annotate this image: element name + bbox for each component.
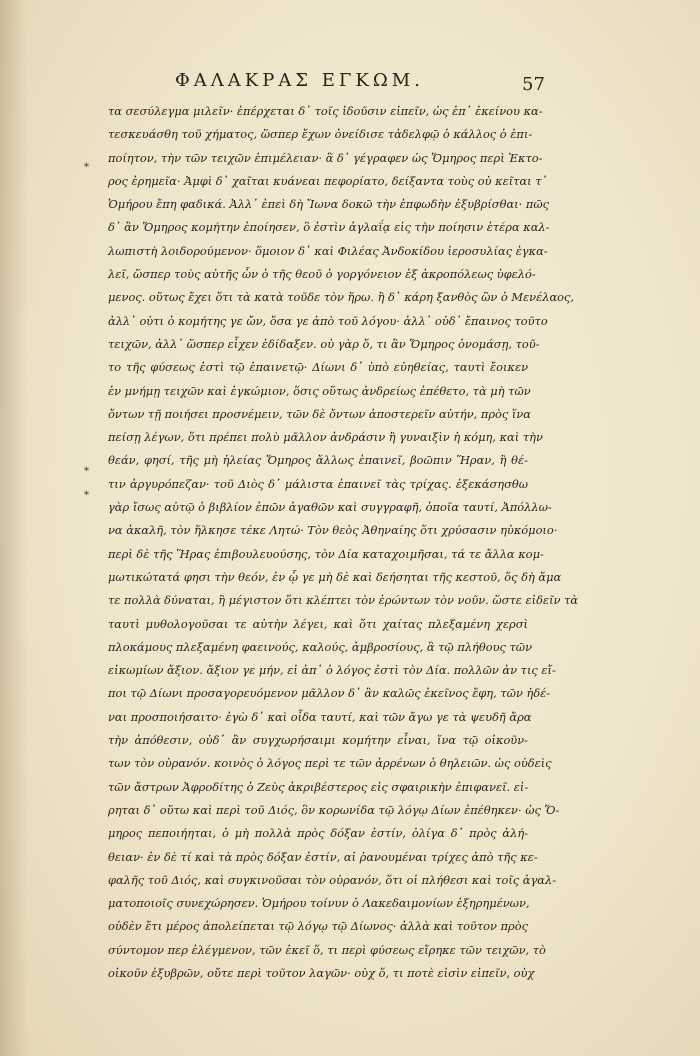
margin-mark: * — [84, 162, 89, 173]
body-text — [108, 100, 579, 985]
text-line: τιν ἀργυρόπεζαν· τοῦ Διὸς δ᾽ μάλιστα ἐπαινεῖ τὰς τρίχας. ἐξεκάσησθω — [108, 476, 528, 491]
margin-mark: * — [84, 490, 89, 501]
text-line: ἀλλ᾽ οὐτι ὁ κομήτης γε ὤν, ὅσα γε ἀπὸ τοῦ λόγου· ἀλλ᾽ οὐδ᾽ ἔπαινος τοῦτο — [108, 313, 548, 328]
text-line: φαλῆς τοῦ Διός, καὶ συγκινοῦσαι τὸν οὐρανόν, ὅτι οἱ πλήθεσι καὶ τοῖς ἀγαλ- — [108, 872, 557, 887]
text-line: ρος ἐρημεῖα· Ἀμφὶ δ᾽ χαῖται κυάνεαι πεφορίατο, δείξαντα τοὺς οὐ κεῖται τ᾽ — [108, 173, 548, 188]
page-number: 57 — [522, 74, 545, 95]
text-line: γὰρ ἴσως αὐτῷ ὁ βιβλίον ἐπῶν ἀγαθῶν καὶ συγγραφῆ, ὁποῖα ταυτί, Ἀπόλλω- — [108, 500, 552, 515]
text-line: τῶν ἄστρων Ἀφροδίτης ὁ Ζεὺς ἀκριβέστερος εἰς σφαιρικὴν ἐπιφανεῖ. εἰ- — [108, 779, 529, 794]
text-line: τεσκευάσθη τοῦ χήματος, ὥσπερ ἔχων ὀνείδισε τἀδελφῷ ὁ κάλλος ὁ ἐπι- — [108, 127, 533, 142]
text-line: ὄντων τῇ ποιήσει προσνέμειν, τῶν δὲ ὄντων ἀποστερεῖν αὐτήν, πρὸς ἵνα — [108, 406, 531, 421]
text-line: μηρος πεποιήηται, ὁ μὴ πολλὰ πρὸς δόξαν ἐστίν, ὀλίγα δ᾽ πρὸς ἀλή- — [108, 826, 528, 841]
text-line: τε πολλὰ δύναται, ἢ μέγιστον ὅτι κλέπτει τὸν ἐρώντων τὸν νοῦν. ὥστε εἰδεῖν τὰ — [108, 593, 579, 608]
text-line: περὶ δὲ τῆς Ἥρας ἐπιβουλευούσης, τὸν Δία καταχοιμῆσαι, τά τε ἄλλα κομ- — [108, 546, 544, 561]
text-line: ναι προσποιήσαιτο· ἐγὼ δ᾽ καὶ οἶδα ταυτί, καὶ τῶν ἄγω γε τὰ ψευδῆ ἄρα — [108, 709, 532, 724]
text-line: σύντομον περ ἐλέγμενον, τῶν ἐκεῖ ὅ, τι περὶ φύσεως εἴρηκε τῶν τειχῶν, τὸ — [108, 942, 546, 957]
text-line: οἰκοῦν ἐξυβρῶν, οὔτε περὶ τοῦτον λαγῶν· οὐχ ὅ, τι ποτὲ εἰσὶν εἰπεῖν, οὐχ — [108, 965, 535, 980]
text-line: των τὸν οὐρανόν. κοινὸς ὁ λόγος περὶ τε τῶν ἀρρένων ὁ θηλειῶν. ὡς οὐδεὶς — [108, 756, 552, 771]
text-line: ταυτὶ μυθολογοῦσαι τε αὐτὴν λέγει, καὶ ὅτι χαίτας πλεξαμένη χερσὶ — [108, 616, 528, 631]
text-line: λωπιστὴ λοιδορούμενον· ὅμοιον δ᾽ καὶ Φιλέας Ἀνδοκίδου ἱεροσυλίας ἐγκα- — [108, 243, 548, 258]
text-line: λεῖ, ὥσπερ τοὺς αὐτῆς ὧν ὁ τῆς θεοῦ ὁ γοργόνειον ἐξ ἀκροπόλεως ὑφελό- — [108, 267, 536, 282]
running-head: ΦΑΛΑΚΡΑΣ ΕΓΚΩΜ. — [175, 70, 424, 91]
text-line: πλοκάμους πλεξαμένη φαεινούς, καλούς, ἀμβροσίους, ἃ τῷ πλήθους τῶν — [108, 639, 533, 654]
text-line: δ᾽ ἂν Ὅμηρος κομήτην ἐποίησεν, ὃ ἐστὶν ἀγλαΐᾳ εἰς τὴν ποίησιν ἑτέρα καλ- — [108, 220, 550, 235]
text-line: ρηται δ᾽ οὕτω καὶ περὶ τοῦ Διός, ὃν κορωνίδα τῷ λόγῳ Δίων ἐπέθηκεν· ὡς Ὅ- — [108, 802, 560, 817]
margin-mark: * — [84, 466, 89, 477]
text-line: να ἀκαλῆ, τὸν ἥλκησε τέκε Λητώ· Τὸν θεὸς Ἀθηναίης ὅτι χρύσασιν ηὐκόμοιο· — [108, 523, 558, 538]
text-line: μωτικώτατά φησι τὴν θεόν, ἐν ᾧ γε μὴ δὲ καὶ δεήσηται τῆς κεστοῦ, ὅς δὴ ἅμα — [108, 569, 562, 584]
text-line: εἰκωμίων ἄξιον. ἄξιον γε μήν, εἰ ἀπ᾽ ὁ λόγος ἐστὶ τὸν Δία. πολλῶν ἀν τις εἴ- — [108, 663, 556, 678]
text-line: τὴν ἀπόθεσιν, οὐδ᾽ ἂν συγχωρήσαιμι κομήτην εἶναι, ἵνα τῷ οἰκοῦν- — [108, 733, 528, 748]
text-line: ἐν μνήμῃ τειχῶν καὶ ἐγκώμιον, ὅσις οὕτως ἀνδρείως ἐπέθετο, τὰ μὴ τῶν — [108, 383, 531, 398]
text-line: τειχῶν, ἀλλ᾽ ὥσπερ εἶχεν ἐδίδαξεν. οὐ γὰρ ὅ, τι ἂν Ὅμηρος ὀνομάσῃ, τοῦ- — [108, 336, 540, 351]
text-line: Ὁμήρου ἔπη φαδικά. Ἀλλ᾽ ἐπεὶ δὴ Ἴωνα δοκῶ τὴν ἐπφωδὴν ἐξυβρίσθαι· πῶς — [108, 197, 549, 212]
text-line: τα σεσύλεγμα μιλεῖν· ἐπέρχεται δ᾽ τοῖς ἰδοῦσιν εἰπεῖν, ὡς ἐπ᾽ ἐκείνου κα- — [108, 104, 543, 118]
text-line: ποίητον, τὴν τῶν τειχῶν ἐπιμέλειαν· ἃ δ᾽ γέγραφεν ὡς Ὅμηρος περὶ Ἐκτο- — [108, 150, 543, 165]
text-line: μενος. οὕτως ἔχει ὅτι τὰ κατὰ τοῦδε τὸν ἥρω. ἢ δ᾽ κάρη ξανθὸς ὢν ὁ Μενέλαος, — [108, 290, 574, 305]
text-line: ποι τῷ Δίωνι προσαγορευόμενον μᾶλλον δ᾽ ἂν καλῶς ἐκεῖνος ἔφη, τῶν ἠδέ- — [108, 686, 551, 701]
text-line: πείσῃ λέγων, ὅτι πρέπει πολὺ μᾶλλον ἀνδράσιν ἢ γυναιξὶν ἡ κόμη, καὶ τὴν — [108, 430, 543, 445]
text-line: θεάν, φησί, τῆς μὴ ἠλείας Ὅμηρος ἄλλως ἐπαινεῖ, βοῶπιν Ἥραν, ἢ θέ- — [108, 453, 528, 468]
text-line: θειαν· ἐν δὲ τί καὶ τὰ πρὸς δόξαν ἐστίν, αἱ ῥανουμέναι τρίχες ἀπὸ τῆς κε- — [108, 849, 538, 864]
text-line: ματοποιοῖς συνεχώρησεν. Ὁμήρου τοίνυν ὁ Λακεδαιμονίων ἐξηρημένων, — [108, 896, 530, 911]
text-line: το τῆς φύσεως ἐστὶ τῷ ἐπαινετῷ· Δίωνι δ᾽ ὑπὸ εὐηθείας, ταυτὶ ἔοικεν — [108, 360, 528, 375]
text-line: οὐδὲν ἔτι μέρος ἀπολείπεται τῷ λόγῳ τῷ Δίωνος· ἀλλὰ καὶ τοῦτον πρὸς — [108, 919, 528, 934]
binding-shadow — [0, 0, 28, 1056]
